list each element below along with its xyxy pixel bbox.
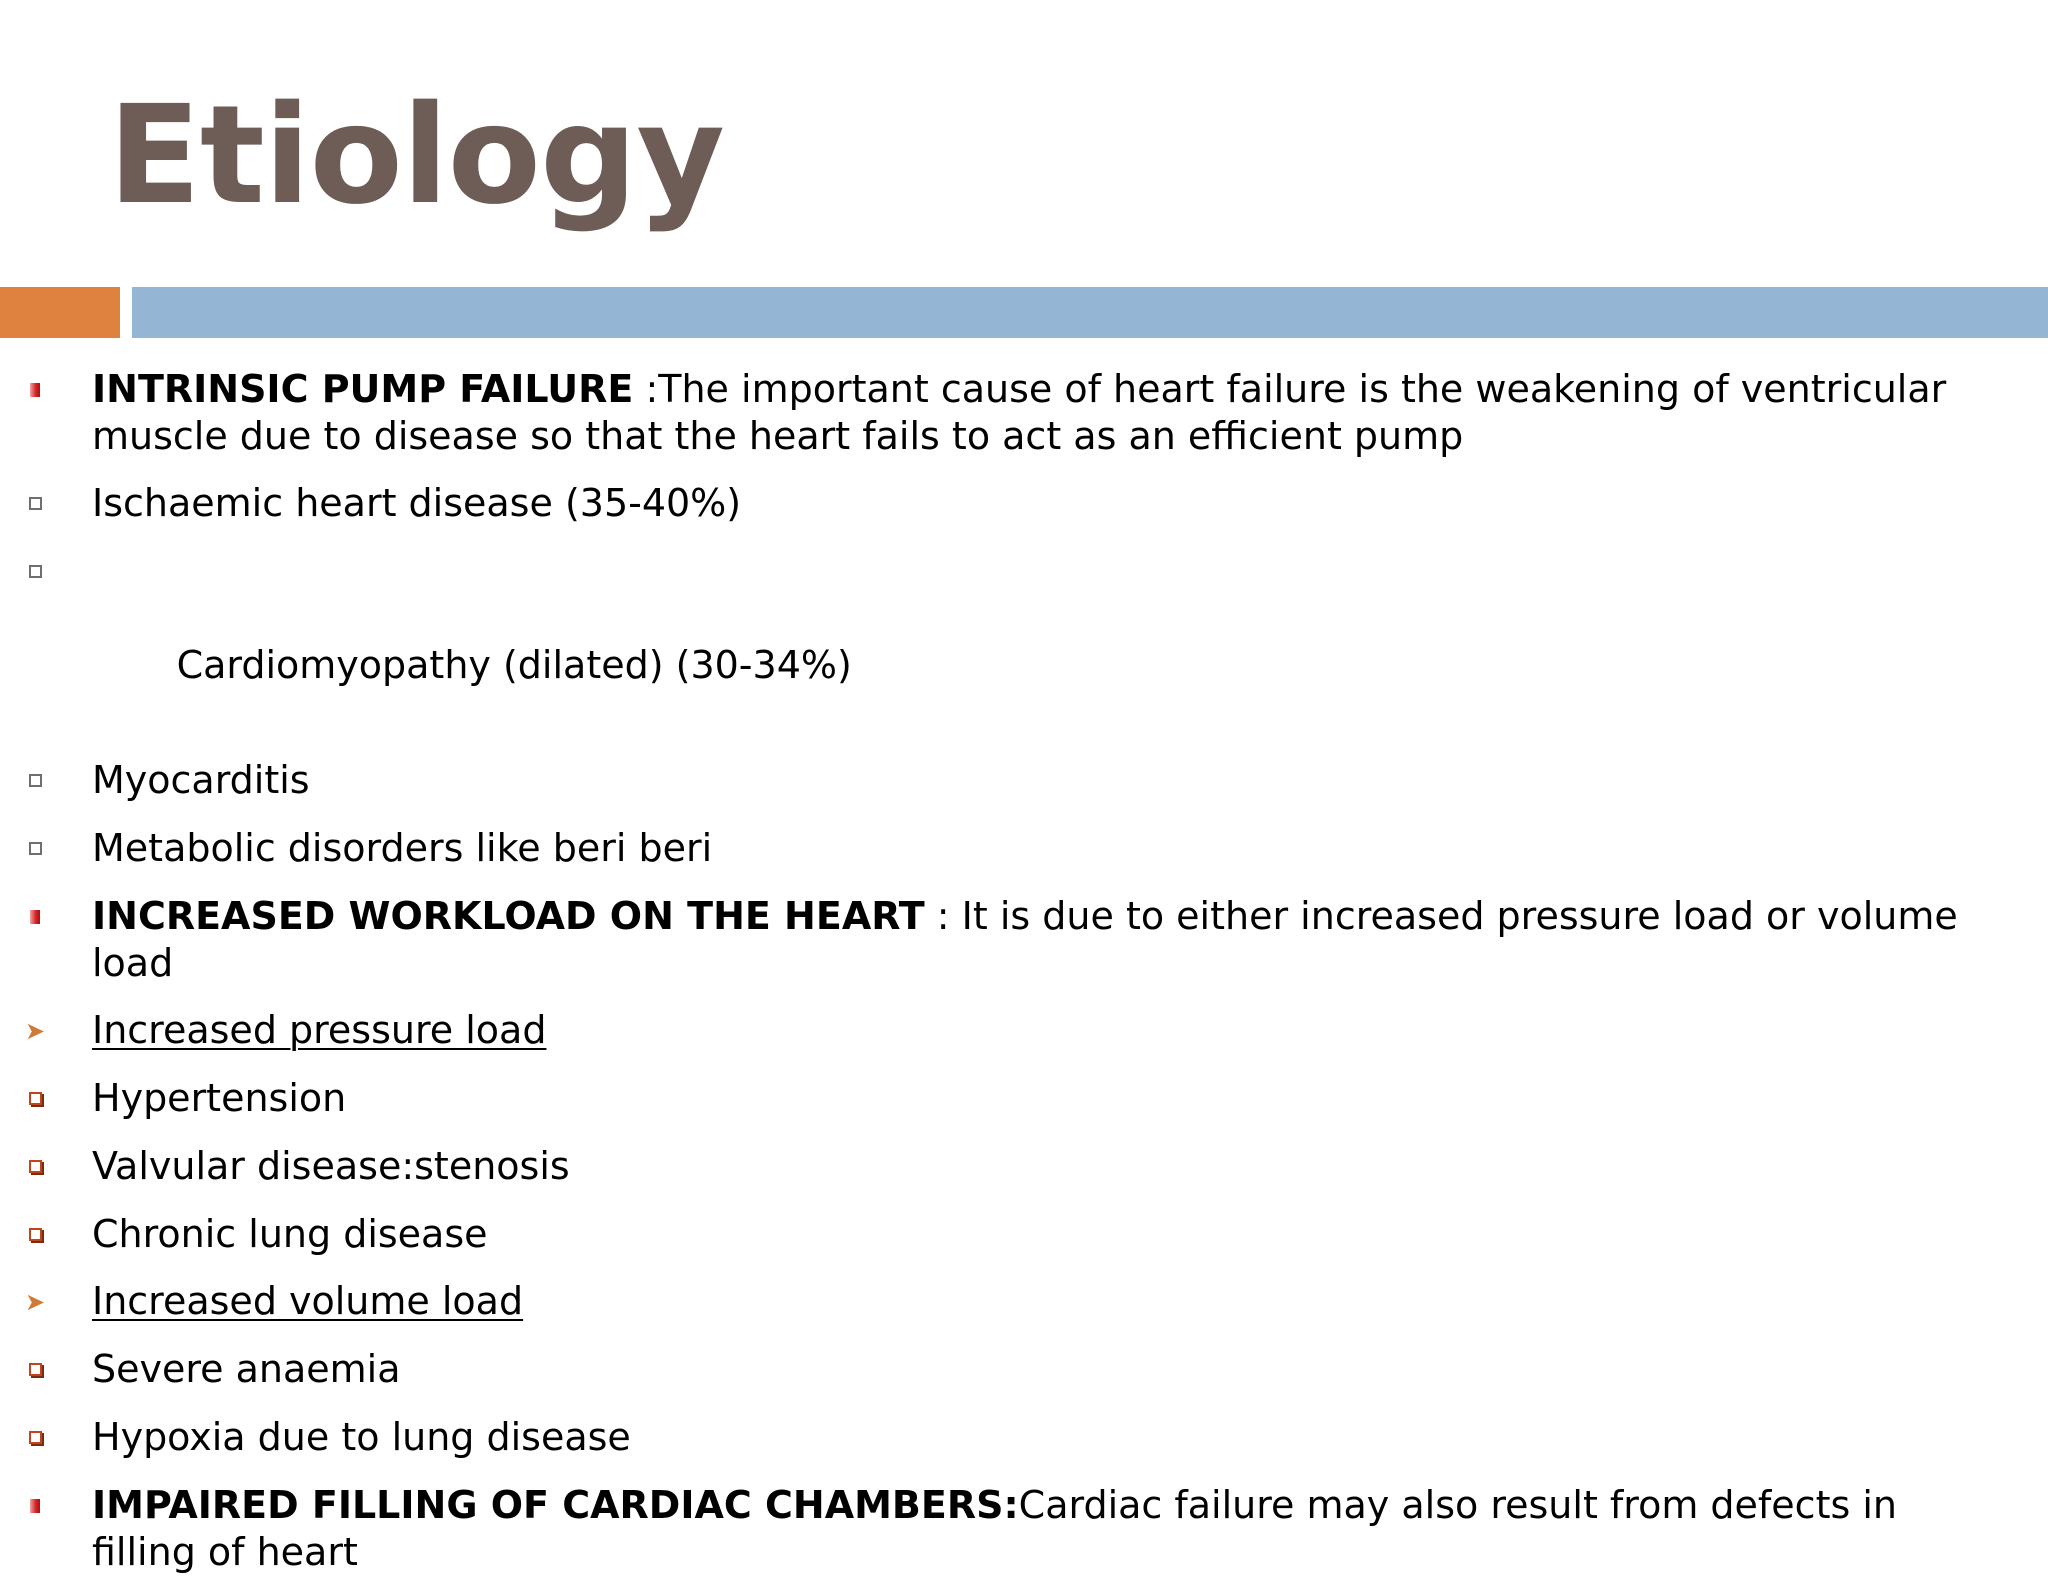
arrow-bullet-icon: ➤ bbox=[24, 1016, 46, 1045]
item-text: Cardiomyopathy (dilated) (30-34%) bbox=[164, 643, 852, 687]
item-text: Metabolic disorders like beri beri bbox=[92, 826, 713, 870]
item-text: :The important cause of heart failure is the weakening of ventricular muscle due to disease so that the heart fails to act as an efficient pump bbox=[92, 367, 1947, 458]
slide-title: Etiology bbox=[108, 77, 725, 235]
hollow-square-bullet-icon bbox=[20, 825, 50, 872]
red-square-bullet-icon bbox=[20, 893, 50, 940]
hollow-square-bullet-icon bbox=[20, 548, 50, 595]
list-item bbox=[0, 1007, 2048, 1054]
accent-bar-blue bbox=[132, 287, 2048, 338]
list-item bbox=[0, 1278, 2048, 1325]
subsection-heading: Increased volume load bbox=[92, 1279, 524, 1323]
subsection-heading: Increased pressure load bbox=[92, 1008, 547, 1052]
hollow-square-bullet-icon bbox=[20, 757, 50, 804]
list-item bbox=[0, 366, 2048, 460]
item-text: Hypertension bbox=[92, 1076, 347, 1120]
item-text: : It is due to either increased pressure load or volume load bbox=[92, 894, 1958, 985]
list-item bbox=[0, 1414, 2048, 1461]
arrow-bullet-icon: ➤ bbox=[24, 1287, 46, 1316]
item-text: Cardiac failure may also result from defects in filling of heart bbox=[92, 1483, 1897, 1574]
shadow-square-bullet-icon bbox=[20, 1143, 50, 1190]
list-item bbox=[0, 1075, 2048, 1122]
bullet-list bbox=[0, 366, 2048, 1576]
red-square-bullet-icon bbox=[20, 1482, 50, 1529]
list-item bbox=[0, 1346, 2048, 1393]
item-text: Myocarditis bbox=[92, 758, 310, 802]
section-heading: INTRINSIC PUMP FAILURE bbox=[92, 367, 634, 411]
item-text: Valvular disease:stenosis bbox=[92, 1144, 570, 1188]
list-item bbox=[0, 548, 2048, 736]
item-text: Chronic lung disease bbox=[92, 1212, 488, 1256]
red-square-bullet-icon bbox=[20, 366, 50, 413]
list-item bbox=[0, 1482, 2048, 1576]
list-item bbox=[0, 825, 2048, 872]
shadow-square-bullet-icon bbox=[20, 1211, 50, 1258]
list-item bbox=[0, 1143, 2048, 1190]
list-item bbox=[0, 480, 2048, 527]
hollow-square-bullet-icon bbox=[20, 480, 50, 527]
list-item bbox=[0, 757, 2048, 804]
item-text: Severe anaemia bbox=[92, 1347, 401, 1391]
list-item bbox=[0, 1211, 2048, 1258]
shadow-square-bullet-icon bbox=[20, 1346, 50, 1393]
item-text: Ischaemic heart disease (35-40%) bbox=[92, 481, 742, 525]
shadow-square-bullet-icon bbox=[20, 1414, 50, 1461]
section-heading: IMPAIRED FILLING OF CARDIAC CHAMBERS: bbox=[92, 1483, 1019, 1527]
accent-bar-orange bbox=[0, 287, 120, 338]
shadow-square-bullet-icon bbox=[20, 1075, 50, 1122]
item-text: Hypoxia due to lung disease bbox=[92, 1415, 631, 1459]
list-item bbox=[0, 893, 2048, 987]
section-heading: INCREASED WORKLOAD ON THE HEART bbox=[92, 894, 925, 938]
